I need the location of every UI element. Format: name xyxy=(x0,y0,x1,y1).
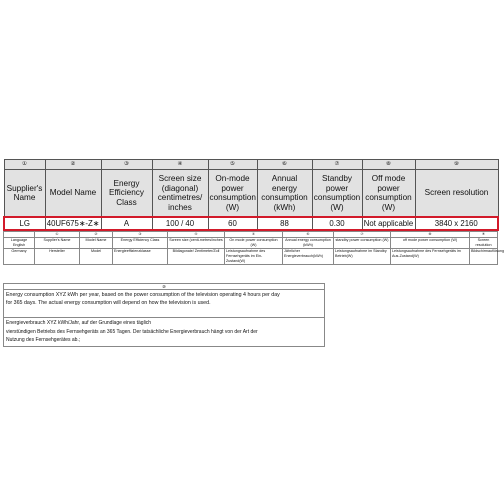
note-english-line: for 365 days. The actual energy consumption will depend on how the television is used. xyxy=(6,300,211,307)
legend-german-term: Bildiagonale/ Zentimeter/Zoll xyxy=(168,249,225,265)
legend-german-term: Leistungsaufnahme des Fernsehgeräts im Aus-Zustand(W) xyxy=(391,249,470,265)
value-screen-size: 100 / 40 xyxy=(152,217,208,230)
legend-number: ⑥ xyxy=(283,232,334,238)
legend-number: ⑧ xyxy=(391,232,470,238)
column-number: ① xyxy=(4,160,45,170)
legend-english-term: Screen resolution xyxy=(470,238,498,249)
header-row xyxy=(4,170,498,218)
legend-german-row xyxy=(4,249,498,265)
energy-note-table xyxy=(3,283,325,347)
energy-label-table xyxy=(3,159,499,231)
legend-german-term: Bildschirmauflösung xyxy=(470,249,498,265)
value-screen-resolution: 3840 x 2160 xyxy=(415,217,498,230)
note-german-line: Energieverbrauch XYZ kWh/Jahr, auf der Grundlage eines täglich xyxy=(6,320,152,326)
value-on-mode-power: 60 xyxy=(208,217,257,230)
legend-english-term: Model Name xyxy=(80,238,113,249)
column-number: ⑤ xyxy=(208,160,257,170)
legend-english-term: Annual energy consumption (kWh) xyxy=(283,238,334,249)
legend-english-term: Energy Efficiency Class xyxy=(113,238,168,249)
legend-number: ⑨ xyxy=(470,232,498,238)
header-off-mode-power: Off mode power consumption (W) xyxy=(362,170,415,218)
header-annual-energy: Annual energy consumption (kWh) xyxy=(257,170,312,218)
legend-number: ② xyxy=(80,232,113,238)
legend-german-term: Hersteller xyxy=(35,249,80,265)
note-english-row xyxy=(4,290,325,318)
note-german-line: Nutzung des Fernsehgerätes ab.; xyxy=(6,337,81,344)
column-number: ⑦ xyxy=(312,160,362,170)
legend-number: ④ xyxy=(168,232,225,238)
legend-german-label: Germany xyxy=(4,249,35,265)
note-english-cell xyxy=(4,290,325,318)
legend-german-term: Leistungsaufnahme des Fernsehgeräts im Ein-Zustand(W) xyxy=(225,249,283,265)
translation-legend-table xyxy=(3,231,504,265)
note-german-row xyxy=(4,318,325,347)
legend-number: ⑦ xyxy=(334,232,391,238)
value-standby-power: 0.30 xyxy=(312,217,362,230)
legend-english-term: Screen size (centi-metres/inches xyxy=(168,238,225,249)
legend-english-label: English xyxy=(12,243,26,247)
column-number-row xyxy=(4,160,498,170)
legend-english-term: On mode power consumption (W) xyxy=(225,238,283,249)
legend-german-term: Leistungsaufnahme im Standby Betrieb(W) xyxy=(334,249,391,265)
legend-number: ① xyxy=(35,232,80,238)
legend-german-term: Energieeffizienzklasse xyxy=(113,249,168,265)
column-number: ⑨ xyxy=(415,160,498,170)
legend-english-row xyxy=(4,238,498,249)
legend-english-term: off mode power consumption (W) xyxy=(391,238,470,249)
value-off-mode-power: Not applicable xyxy=(363,219,414,228)
legend-english-term: standby power consumption (W) xyxy=(334,238,391,249)
value-supplier-name: LG xyxy=(4,217,45,230)
value-energy-class: A xyxy=(101,217,152,230)
highlighted-value-row xyxy=(4,217,498,230)
value-annual-energy: 88 xyxy=(257,217,312,230)
note-number: ⑩ xyxy=(4,284,325,290)
column-number: ④ xyxy=(152,160,208,170)
header-standby-power: Standby power consumption (W) xyxy=(312,170,362,218)
legend-german-term: Jährlicher Energieverbrauch(kWh) xyxy=(283,249,334,265)
note-german-line: vierstündigen Betriebs des Fernsehgeräts an 365 Tagen. Der tatsächliche Energieverbrauch hängt von der Art der xyxy=(6,328,258,335)
column-number: ⑧ xyxy=(362,160,415,170)
header-screen-resolution: Screen resolution xyxy=(415,170,498,218)
header-model-name: Model Name xyxy=(45,170,101,218)
column-number: ⑥ xyxy=(257,160,312,170)
legend-number: ⑤ xyxy=(225,232,283,238)
legend-german-term: Model xyxy=(80,249,113,265)
legend-language-label: Language xyxy=(10,238,28,242)
note-english-line: Energy consumption XYZ kWh per year, based on the power consumption of the television operating 4 hours per day xyxy=(6,292,280,298)
column-number: ② xyxy=(45,160,101,170)
column-number: ③ xyxy=(101,160,152,170)
legend-english-term: Supplier's Name xyxy=(35,238,80,249)
header-on-mode-power: On-mode power consumption (W) xyxy=(208,170,257,218)
legend-language-cell xyxy=(4,238,35,249)
value-model-name: 40UF675∗-Z∗ xyxy=(46,219,100,228)
legend-number: ③ xyxy=(113,232,168,238)
header-screen-size: Screen size (diagonal) centimetres/ inches xyxy=(152,170,208,218)
header-supplier-name: Supplier's Name xyxy=(4,170,45,218)
header-energy-class: Energy Efficiency Class xyxy=(101,170,152,218)
note-german-cell xyxy=(4,318,325,347)
